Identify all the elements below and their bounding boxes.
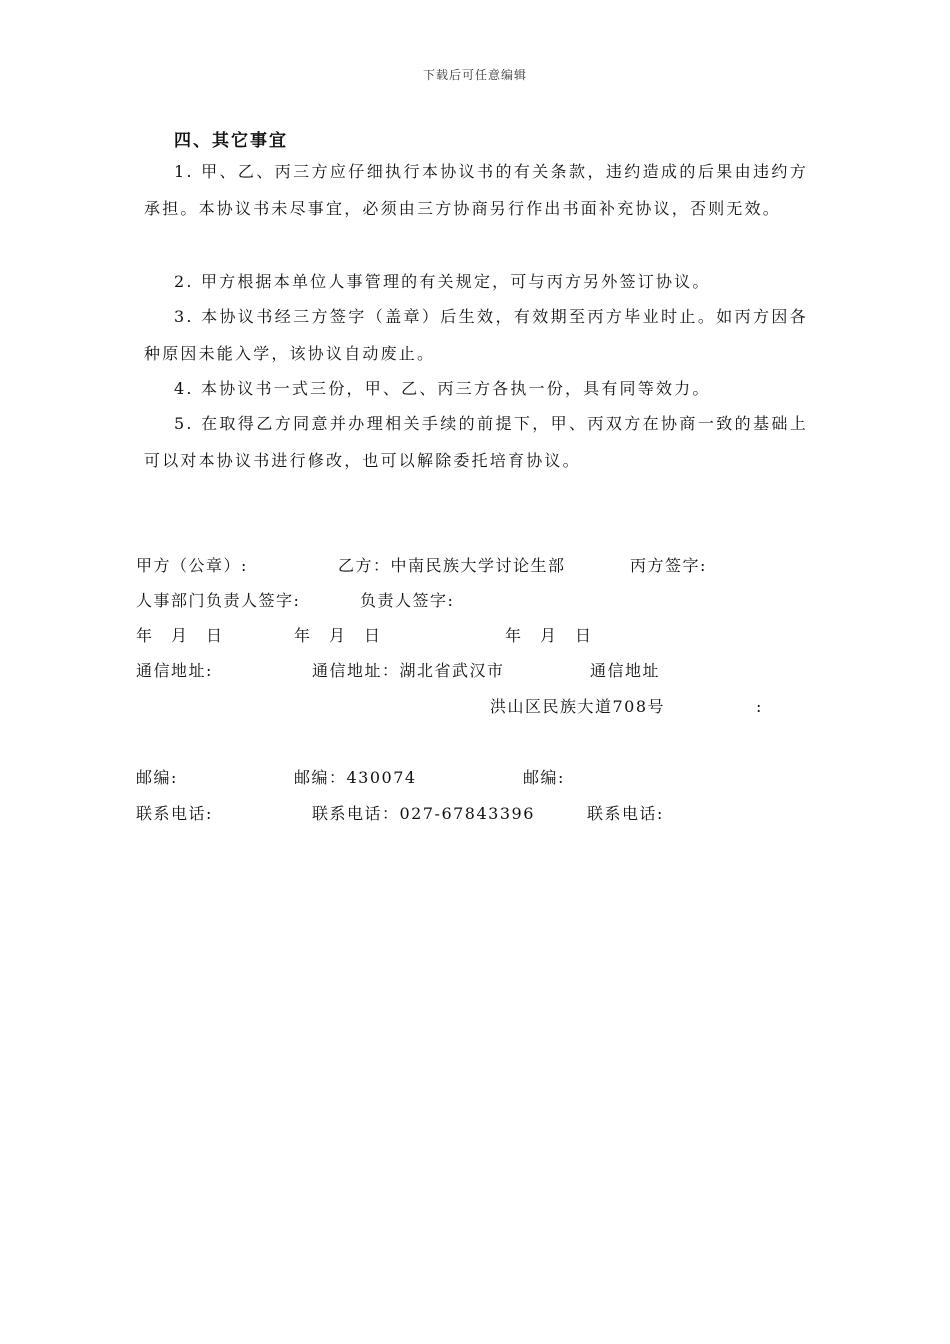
party-c-address-label: 通信地址 <box>590 661 661 680</box>
party-c-address-colon: : <box>756 697 763 716</box>
party-b-postcode: 邮编：430074 <box>294 768 417 787</box>
party-c-postcode-label: 邮编: <box>523 768 565 787</box>
party-a-postcode-label: 邮编: <box>136 768 178 787</box>
header-note: 下载后可任意编辑 <box>422 68 527 82</box>
party-b-label: 乙方：中南民族大学讨论生部 <box>338 556 566 575</box>
party-a-sign-label: 人事部门负责人签字: <box>136 591 301 610</box>
section-title: 四、其它事宜 <box>174 131 288 151</box>
party-b-sign-label: 负责人签字: <box>360 591 455 610</box>
party-b-phone: 联系电话：027-67843396 <box>312 804 535 823</box>
party-a-date: 年 月 日 <box>136 626 224 645</box>
clause-5: 5. 在取得乙方同意并办理相关手续的前提下，甲、丙双方在协商一致的基础上可以对本协议书进行修改，也可以解除委托培育协议。 <box>144 414 808 470</box>
party-c-date: 年 月 日 <box>505 626 593 645</box>
clause-2: 2. 甲方根据本单位人事管理的有关规定，可与丙方另外签订协议。 <box>174 272 711 291</box>
clause-1: 1. 甲、乙、丙三方应仔细执行本协议书的有关条款，违约造成的后果由违约方承担。本协议书未尽事宜，必须由三方协商另行作出书面补充协议，否则无效。 <box>144 162 808 218</box>
party-b-address-line2: 洪山区民族大道708号 <box>490 697 666 716</box>
party-b-date: 年 月 日 <box>294 626 382 645</box>
party-c-label: 丙方签字: <box>630 556 707 575</box>
party-a-address-label: 通信地址: <box>136 661 213 680</box>
party-b-address-line1: 通信地址：湖北省武汉市 <box>312 661 505 680</box>
party-c-phone-label: 联系电话: <box>587 804 664 823</box>
party-a-phone-label: 联系电话: <box>136 804 213 823</box>
clause-4: 4. 本协议书一式三份，甲、乙、丙三方各执一份，具有同等效力。 <box>174 379 711 398</box>
party-a-label: 甲方（公章）: <box>136 556 248 575</box>
clause-3: 3. 本协议书经三方签字（盖章）后生效，有效期至丙方毕业时止。如丙方因各种原因未能入学，该协议自动废止。 <box>144 307 808 363</box>
